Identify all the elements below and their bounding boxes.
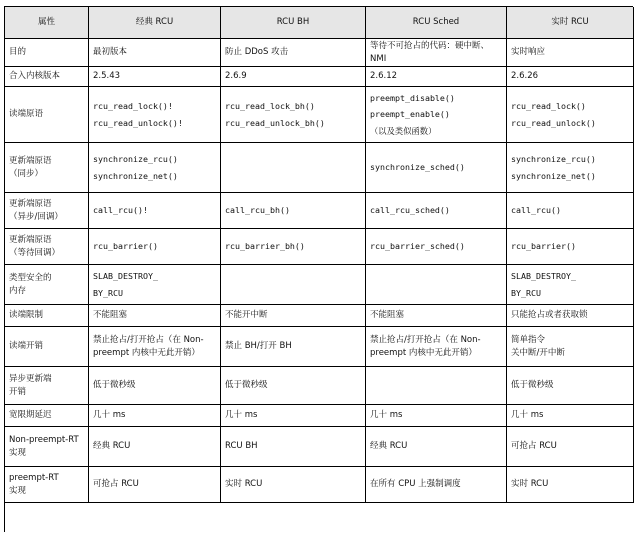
- row-label-text: 宽限期延迟: [9, 410, 52, 421]
- cell-text: synchronize_sched(): [370, 162, 465, 173]
- cell-text: 不能开中断: [225, 310, 268, 321]
- header-cell: [5, 7, 89, 39]
- data-cell: [89, 305, 221, 327]
- cell-text: call_rcu_bh(): [225, 205, 290, 216]
- row-label-cell: [5, 305, 89, 327]
- cell-text: synchronize_net(): [93, 170, 178, 181]
- data-cell: [366, 229, 507, 265]
- data-cell: [366, 265, 507, 305]
- row-label-cell: [5, 265, 89, 305]
- row-label-cell: [5, 39, 89, 67]
- rcu-comparison-table: [4, 6, 633, 532]
- cell-text: 2.6.26: [511, 71, 539, 82]
- cell-text: call_rcu()!: [93, 205, 148, 216]
- data-cell: [507, 367, 634, 405]
- data-cell: [507, 265, 634, 305]
- header-cell: [89, 7, 221, 39]
- cell-text: rcu_read_unlock()!: [93, 117, 183, 128]
- header-text: 属性: [37, 17, 55, 28]
- cell-text: rcu_barrier(): [511, 241, 576, 252]
- data-cell: [507, 87, 634, 143]
- data-cell: [89, 143, 221, 193]
- row-label-text: 读端原语: [9, 109, 44, 120]
- data-cell: [366, 427, 507, 467]
- data-cell: [507, 39, 634, 67]
- row-label-text: 更新端原语: [9, 156, 52, 167]
- row-label-cell: [5, 367, 89, 405]
- row-label-text: 异步更新端: [9, 374, 52, 385]
- row-label-text: 更新端原语: [9, 235, 52, 246]
- cell-text: 禁止抢占/打开抢占（在 Non-preempt 内核中无此开销）: [370, 335, 481, 358]
- row-label-text: preempt-RT: [9, 473, 59, 484]
- cell-text: 等待不可抢占的代码：硬中断、NMI: [370, 41, 490, 64]
- data-cell: [89, 87, 221, 143]
- data-cell: [507, 327, 634, 367]
- row-label-cell: [5, 193, 89, 229]
- data-cell: [221, 305, 366, 327]
- cell-text: 禁止抢占/打开抢占（在 Non-preempt 内核中无此开销）: [93, 335, 204, 358]
- row-label-cell: [5, 467, 89, 503]
- row-label-text: 开销: [9, 386, 27, 397]
- row-label-text: 读端限制: [9, 310, 44, 321]
- cell-text: rcu_read_lock()!: [93, 100, 173, 111]
- data-cell: [221, 39, 366, 67]
- data-cell: [221, 327, 366, 367]
- cell-text: 2.6.12: [370, 71, 398, 82]
- data-cell: [221, 367, 366, 405]
- data-cell: [89, 405, 221, 427]
- row-label-cell: [5, 229, 89, 265]
- cell-text: preempt_disable(): [370, 92, 455, 103]
- data-cell: [221, 193, 366, 229]
- cell-text: SLAB_DESTROY_: [511, 270, 576, 281]
- cell-text: rcu_read_lock_bh(): [225, 100, 315, 111]
- cell-text: synchronize_rcu(): [93, 153, 178, 164]
- cell-text: BY_RCU: [511, 287, 541, 298]
- data-cell: [221, 467, 366, 503]
- cell-text: rcu_read_unlock(): [511, 117, 596, 128]
- cell-text: 2.5.43: [93, 71, 121, 82]
- data-cell: [89, 265, 221, 305]
- cell-text: （以及类似函数）: [370, 125, 437, 136]
- data-cell: [507, 143, 634, 193]
- cell-text: 几十 ms: [93, 410, 126, 421]
- header-cell: [221, 7, 366, 39]
- row-label-text: 实现: [9, 485, 27, 496]
- cell-text: 低于微秒级: [93, 380, 136, 391]
- cell-text: 实时响应: [511, 47, 546, 58]
- data-cell: [366, 327, 507, 367]
- cell-text: 关中断/开中断: [511, 347, 565, 358]
- data-cell: [89, 67, 221, 87]
- row-label-text: （同步）: [9, 168, 44, 179]
- cell-text: SLAB_DESTROY_: [93, 270, 158, 281]
- cell-text: rcu_read_lock(): [511, 100, 586, 111]
- row-label-cell: [5, 143, 89, 193]
- header-cell: [366, 7, 507, 39]
- cell-text: 实时 RCU: [225, 479, 263, 490]
- data-cell: [366, 467, 507, 503]
- cell-text: 几十 ms: [225, 410, 258, 421]
- row-label-text: （异步/回调）: [9, 211, 63, 222]
- data-cell: [89, 39, 221, 67]
- data-cell: [221, 67, 366, 87]
- row-label-text: 读端开销: [9, 341, 44, 352]
- data-cell: [221, 229, 366, 265]
- cell-text: 可抢占 RCU: [511, 441, 557, 452]
- cell-text: rcu_barrier(): [93, 241, 158, 252]
- cell-text: rcu_barrier_sched(): [370, 241, 465, 252]
- cell-text: 不能阻塞: [370, 310, 405, 321]
- row-label-text: 类型安全的: [9, 273, 52, 284]
- data-cell: [221, 427, 366, 467]
- data-cell: [221, 265, 366, 305]
- data-cell: [221, 143, 366, 193]
- cell-text: synchronize_rcu(): [511, 153, 596, 164]
- data-cell: [507, 427, 634, 467]
- cell-text: rcu_barrier_bh(): [225, 241, 305, 252]
- cell-text: 低于微秒级: [511, 380, 554, 391]
- row-label-cell: [5, 405, 89, 427]
- data-cell: [507, 193, 634, 229]
- row-label-cell: [5, 327, 89, 367]
- cell-text: 几十 ms: [370, 410, 403, 421]
- data-cell: [89, 229, 221, 265]
- data-cell: [89, 193, 221, 229]
- cell-text: 在所有 CPU 上强制调度: [370, 479, 461, 490]
- cell-text: 2.6.9: [225, 71, 247, 82]
- cell-text: synchronize_net(): [511, 170, 596, 181]
- cell-text: 简单指令: [511, 335, 546, 346]
- data-cell: [507, 467, 634, 503]
- cell-text: 禁止 BH/打开 BH: [225, 341, 292, 352]
- cell-text: preempt_enable(): [370, 109, 450, 120]
- data-cell: [366, 67, 507, 87]
- row-label-text: （等待回调）: [9, 247, 61, 258]
- data-cell: [221, 405, 366, 427]
- data-cell: [366, 87, 507, 143]
- cell-text: call_rcu_sched(): [370, 205, 450, 216]
- data-cell: [89, 367, 221, 405]
- cell-text: 经典 RCU: [370, 441, 408, 452]
- cell-text: 只能抢占或者获取锁: [511, 310, 588, 321]
- header-text: RCU BH: [276, 17, 310, 28]
- cell-text: BY_RCU: [93, 287, 123, 298]
- data-cell: [366, 305, 507, 327]
- row-label-text: 目的: [9, 47, 27, 58]
- cell-text: 实时 RCU: [511, 479, 549, 490]
- cell-text: rcu_read_unlock_bh(): [225, 117, 325, 128]
- header-text: RCU Sched: [412, 17, 460, 28]
- data-cell: [507, 67, 634, 87]
- cell-text: call_rcu(): [511, 205, 561, 216]
- data-cell: [89, 427, 221, 467]
- row-label-cell: [5, 67, 89, 87]
- data-cell: [221, 87, 366, 143]
- data-cell: [507, 305, 634, 327]
- row-label-cell: [5, 87, 89, 143]
- data-cell: [89, 327, 221, 367]
- cell-text: 防止 DDoS 攻击: [225, 47, 289, 58]
- cell-text: 低于微秒级: [225, 380, 268, 391]
- row-label-text: 实现: [9, 447, 27, 458]
- data-cell: [507, 229, 634, 265]
- cell-text: 不能阻塞: [93, 310, 128, 321]
- cell-text: 最初版本: [93, 47, 128, 58]
- data-cell: [366, 39, 507, 67]
- cell-text: 可抢占 RCU: [93, 479, 139, 490]
- data-cell: [366, 143, 507, 193]
- row-label-text: 更新端原语: [9, 199, 52, 210]
- data-cell: [366, 405, 507, 427]
- row-label-text: 内存: [9, 285, 27, 296]
- header-text: 经典 RCU: [135, 17, 174, 28]
- header-cell: [507, 7, 634, 39]
- cell-text: RCU BH: [225, 441, 258, 452]
- row-label-cell: [5, 427, 89, 467]
- row-label-text: 合入内核版本: [9, 71, 61, 82]
- cell-text: 经典 RCU: [93, 441, 131, 452]
- header-text: 实时 RCU: [551, 17, 589, 28]
- data-cell: [366, 367, 507, 405]
- data-cell: [89, 467, 221, 503]
- cell-text: 几十 ms: [511, 410, 544, 421]
- data-cell: [366, 193, 507, 229]
- data-cell: [507, 405, 634, 427]
- row-label-text: Non-preempt-RT: [9, 435, 79, 446]
